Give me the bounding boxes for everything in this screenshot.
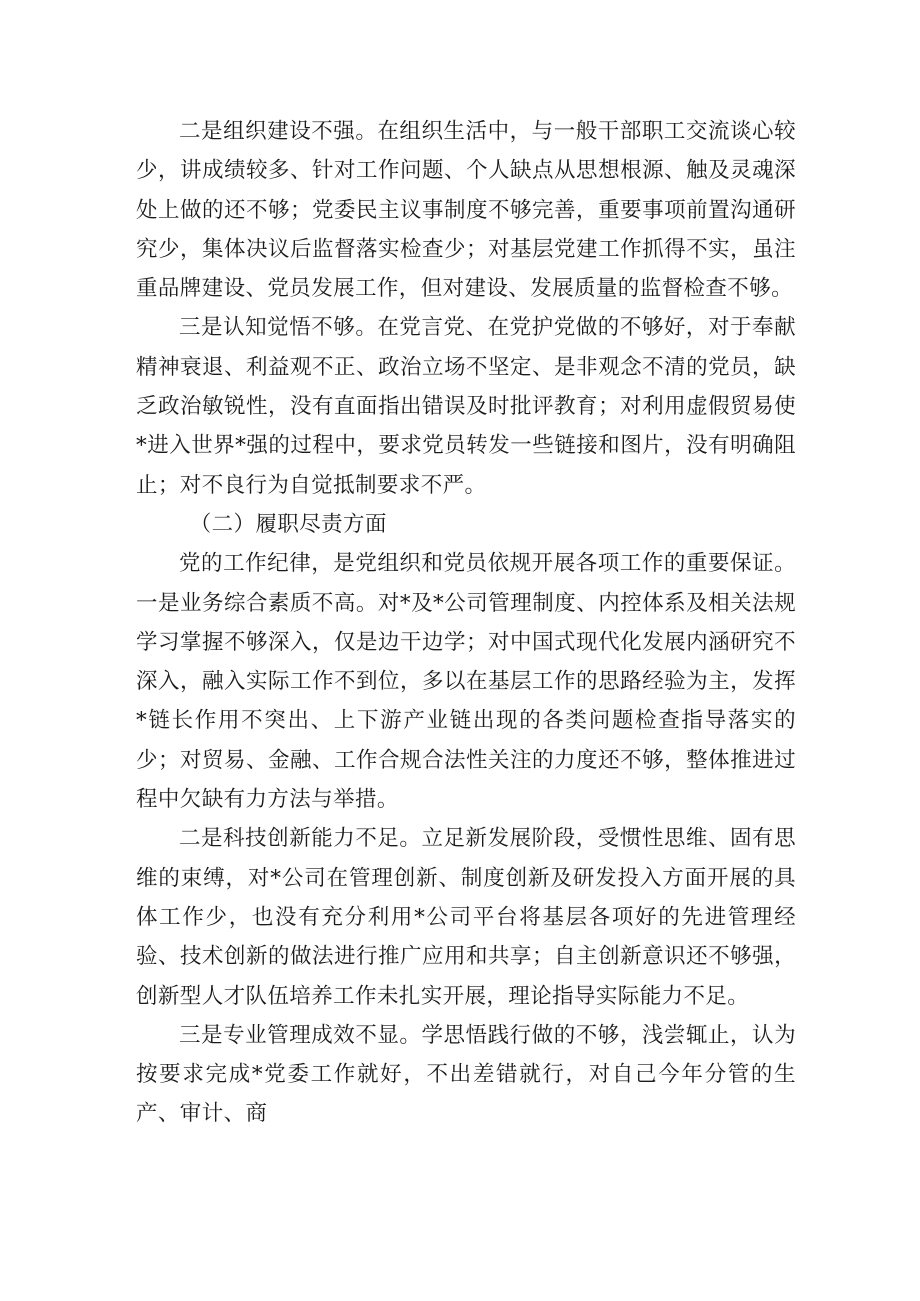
section-heading-duty-performance: （二）履职尽责方面: [189, 511, 387, 537]
paragraph-professional-management: 三是专业管理成效不显。学思悟践行做的不够，浅尝辄止，认为按要求完成*党委工作就好，不出差错就行，对自己今年分管的生产、审计、商: [136, 1022, 796, 1127]
paragraph-innovation-capability: 二是科技创新能力不足。立足新发展阶段，受惯性思维、固有思维的束缚，对*公司在管理创新、制度创新及研发投入方面开展的具体工作少，也没有充分利用*公司平台将基层各项好的先进管理经验、技术创新的做法进行推广应用和共享；自主创新意识还不够强，创新型人才队伍培养工作未扎实开展，理论指导实际能力不足。: [136, 826, 796, 1009]
paragraph-cognitive-awareness: 三是认知觉悟不够。在党言党、在党护党做的不够好，对于奉献精神衰退、利益观不正、政治立场不坚定、是非观念不清的党员，缺乏政治敏锐性，没有直面指出错误及时批评教育；对利用虚假贸易使*进入世界*强的过程中，要求党员转发一些链接和图片，没有明确阻止；对不良行为自觉抵制要求不严。: [136, 315, 796, 498]
paragraph-work-discipline: 党的工作纪律，是党组织和党员依规开展各项工作的重要保证。一是业务综合素质不高。对*及*公司管理制度、内控体系及相关法规学习掌握不够深入，仅是边干边学；对中国式现代化发展内涵研究不深入，融入实际工作不到位，多以在基层工作的思路经验为主，发挥*链长作用不突出、上下游产业链出现的各类问题检查指导落实的少；对贸易、金融、工作合规合法性关注的力度还不够，整体推进过程中欠缺有力方法与举措。: [136, 551, 796, 813]
paragraph-organization-building: 二是组织建设不强。在组织生活中，与一般干部职工交流谈心较少，讲成绩较多、针对工作问题、个人缺点从思想根源、触及灵魂深处上做的还不够；党委民主议事制度不够完善，重要事项前置沟通研究少，集体决议后监督落实检查少；对基层党建工作抓得不实，虽注重品牌建设、党员发展工作，但对建设、发展质量的监督检查不够。: [136, 119, 796, 302]
document-body: [136, 112, 796, 1134]
